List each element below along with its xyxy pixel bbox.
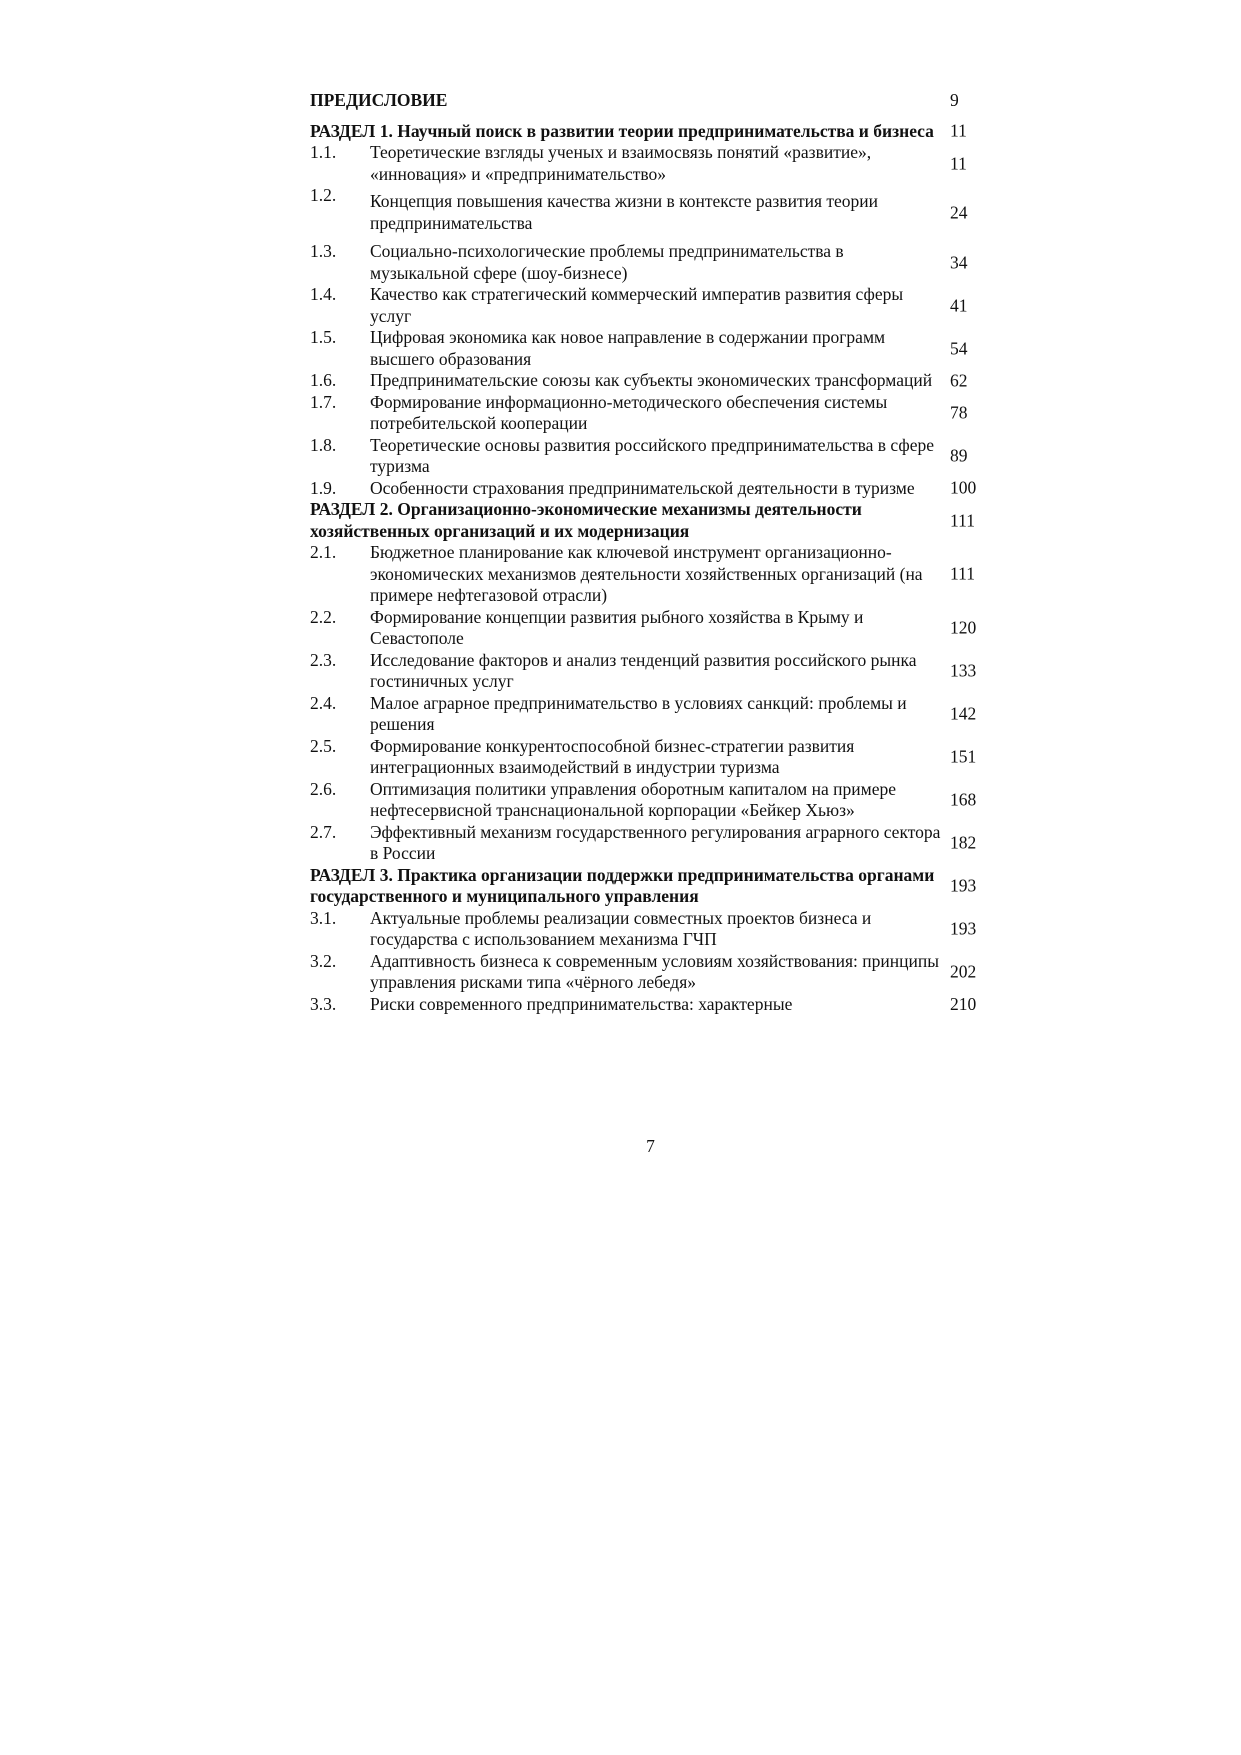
toc-section-3 [310,865,980,908]
toc-item-page: 151 [950,746,977,767]
toc-item-page: 182 [950,832,977,853]
toc-item-page: 41 [950,294,968,315]
toc-item-title: Малое аграрное предпринимательство в условиях санкций: проблемы и решения [370,692,907,734]
toc-item-number: 3.1. [310,907,337,928]
toc-item-number: 1.1. [310,142,337,162]
toc-section-title: РАЗДЕЛ 3. Практика организации поддержки предпринимательства органами государственного и муниципального управления [310,864,935,906]
toc-item-page: 11 [950,152,967,173]
toc-item [310,908,980,951]
toc-item [310,650,980,693]
toc-item [310,392,980,435]
toc-item-page: 142 [950,703,977,724]
toc-item [310,951,980,994]
toc-item-page: 54 [950,337,968,358]
toc-item [310,736,980,779]
toc-item-title: Теоретические взгляды ученых и взаимосвязь понятий «развитие», «инновация» и «предпринимательство» [370,142,872,184]
toc-item-number: 2.3. [310,649,337,670]
toc-item-page: 193 [950,918,977,939]
toc-item-title: Оптимизация политики управления оборотным капиталом на примере нефтесервисной транснациональной корпорации «Бейкер Хьюз» [370,778,896,820]
toc-item [310,284,980,327]
toc-item-number: 1.9. [310,477,337,498]
toc-item-title: Актуальные проблемы реализации совместных проектов бизнеса и государства с использованием механизма ГЧП [370,907,872,949]
toc-item-number: 2.2. [310,606,337,627]
toc-item-number: 2.5. [310,735,337,756]
toc-item [310,327,980,370]
toc-item-title: Особенности страхования предпринимательской деятельности в туризме [370,477,915,498]
toc-item [310,478,980,500]
toc-item [310,185,980,234]
toc-item-page: 24 [950,201,968,222]
toc-item [310,435,980,478]
toc-item-title: Риски современного предпринимательства: характерные [370,993,793,1014]
toc-item-number: 1.6. [310,370,337,390]
toc-item-number: 1.5. [310,327,337,347]
toc-section-1 [310,121,980,143]
toc-item-page: 168 [950,789,977,810]
toc-item-title: Теоретические основы развития российского предпринимательства в сфере туризма [370,434,935,476]
toc-item-title: Бюджетное планирование как ключевой инструмент организационно-экономических механизмов деятельности хозяйственных организаций (на примере нефтегазовой отрасли) [370,542,923,605]
toc-item [310,607,980,650]
toc-item-title: Цифровая экономика как новое направление в содержании программ высшего образования [370,327,886,369]
toc-item-number: 1.4. [310,284,337,304]
table-of-contents [310,90,980,1015]
toc-item-title: Формирование конкурентоспособной бизнес-стратегии развития интеграционных взаимодействий в индустрии туризма [370,735,855,777]
toc-item [310,370,980,392]
toc-item-title: Предпринимательские союзы как субъекты экономических трансформаций [370,370,933,390]
toc-item-number: 3.3. [310,993,337,1014]
toc-item-number: 2.7. [310,821,337,842]
toc-item [310,542,980,607]
toc-item-title: Концепция повышения качества жизни в контексте развития теории предпринимательства [370,191,879,233]
toc-item-page: 89 [950,445,968,466]
toc-section-title: РАЗДЕЛ 2. Организационно-экономические механизмы деятельности хозяйственных организаций и их модернизация [310,499,862,541]
toc-preface [310,90,980,112]
toc-item [310,241,980,284]
toc-section-title: РАЗДЕЛ 1. Научный поиск в развитии теории предпринимательства и бизнеса [310,120,934,141]
toc-item [310,822,980,865]
toc-item-number: 1.7. [310,391,337,412]
toc-item-title: Формирование концепции развития рыбного хозяйства в Крыму и Севастополе [370,606,864,648]
toc-item-title: Эффективный механизм государственного регулирования аграрного сектора в России [370,821,941,863]
toc-item-page: 210 [950,993,977,1014]
toc-item-page: 34 [950,251,968,272]
toc-item-number: 1.3. [310,241,337,261]
page-number: 7 [646,1136,655,1156]
toc-preface-title: ПРЕДИСЛОВИЕ [310,90,448,110]
toc-item [310,994,980,1016]
toc-item-page: 100 [950,477,977,498]
toc-item-page: 202 [950,961,977,982]
toc-section-2 [310,499,980,542]
toc-item-page: 111 [950,563,975,584]
toc-item-title: Исследование факторов и анализ тенденций развития российского рынка гостиничных услуг [370,649,917,691]
toc-item [310,142,980,185]
toc-item-page: 78 [950,402,968,423]
toc-item-number: 1.8. [310,434,337,455]
toc-item [310,693,980,736]
toc-item-number: 2.4. [310,692,337,713]
toc-item-title: Формирование информационно-методического обеспечения системы потребительской кооперации [370,391,888,433]
toc-item-title: Социально-психологические проблемы предпринимательства в музыкальной сфере (шоу-бизнесе) [370,241,844,283]
toc-preface-page: 9 [950,90,959,110]
toc-item-title: Адаптивность бизнеса к современным условиям хозяйствования: принципы управления рисками типа «чёрного лебедя» [370,950,939,992]
toc-item-title: Качество как стратегический коммерческий императив развития сферы услуг [370,284,904,326]
toc-section-page: 11 [950,120,967,141]
toc-item-page: 62 [950,370,968,390]
toc-item-number: 2.6. [310,778,337,799]
toc-section-page: 193 [950,875,977,896]
toc-item-page: 133 [950,660,977,681]
toc-item-page: 120 [950,617,977,638]
toc-item-number: 2.1. [310,542,337,562]
toc-item [310,779,980,822]
toc-item-number: 3.2. [310,950,337,971]
toc-section-page: 111 [950,509,975,530]
toc-item-number: 1.2. [310,185,337,205]
